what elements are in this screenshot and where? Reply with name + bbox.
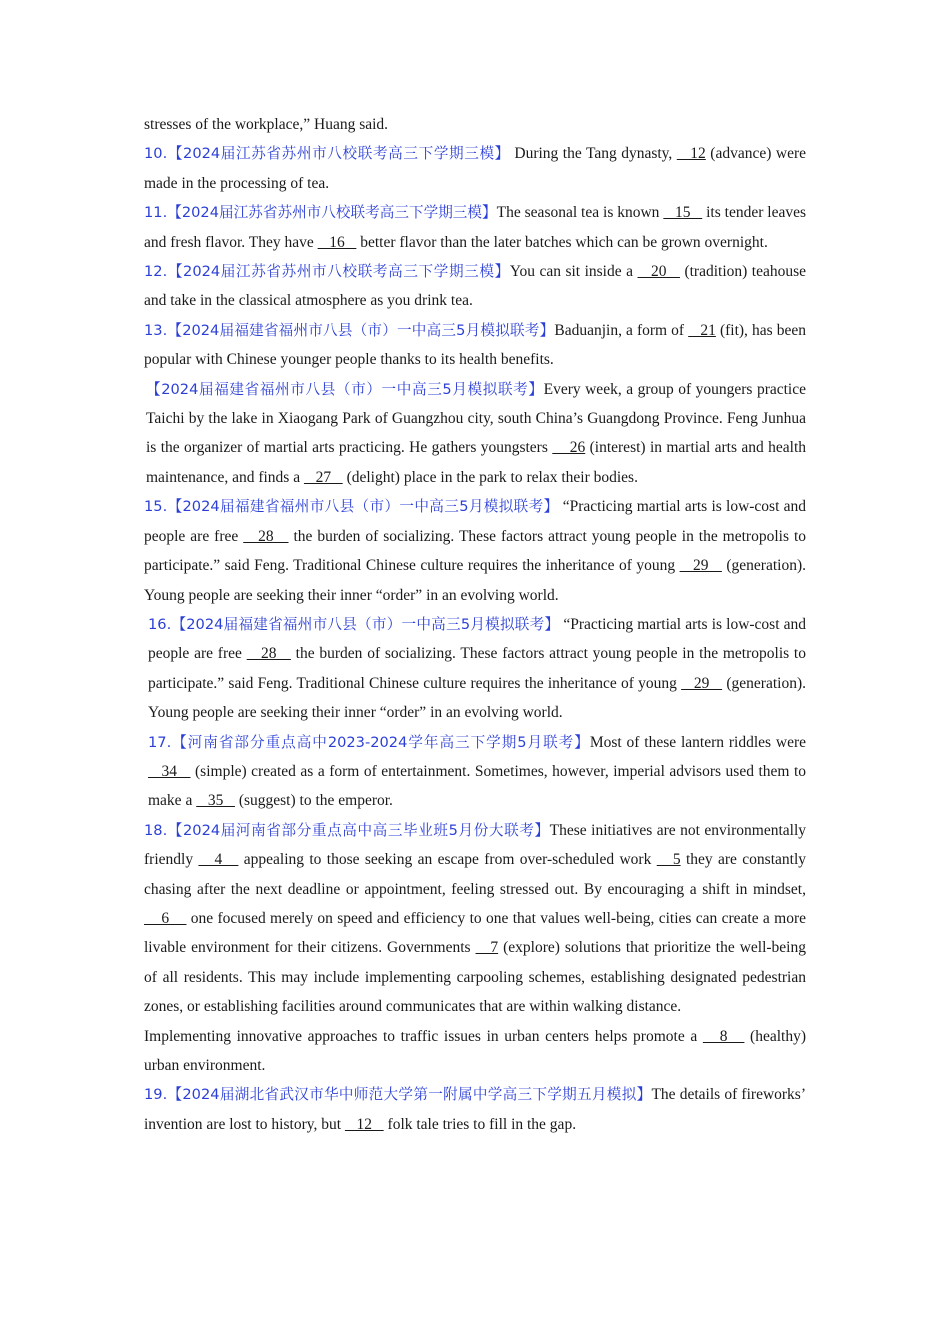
answer-blank: 34 — [148, 762, 191, 780]
question-text: (suggest) to the emperor. — [234, 792, 393, 810]
answer-blank: 12 — [676, 145, 706, 163]
question-source-tag: 19.【2024届湖北省武汉市华中师范大学第一附属中学高三下学期五月模拟】 — [144, 1086, 652, 1104]
question-text: the burden of socializing. These factors attract young people in the metropolis to participate.” said Feng. Traditional Chinese culture requires the inheritance of young — [148, 645, 806, 692]
question-source-tag: 17.【河南省部分重点高中2023-2024学年高三下学期5月联考】 — [148, 733, 590, 751]
question-paragraph — [144, 816, 806, 1022]
question-text: (explore) solutions that prioritize the well-being of all residents. This may include implementing carpooling schemes, establishing designated pedestrian zones, or establishing facilities around communicates that are within walking distance. — [144, 939, 806, 1016]
question-text: better flavor than the later batches which can be grown overnight. — [356, 233, 768, 251]
answer-blank: 28 — [243, 527, 289, 545]
question-paragraph — [144, 610, 806, 728]
answer-blank: 21 — [688, 321, 716, 339]
answer-blank: 16 — [317, 233, 357, 251]
question-text: Every week, a group of youngers practice Taichi by the lake in Xiaogang Park of Guangzhou city, south China’s Guangdong Province. Feng Junhua is the organizer of martial arts practicing. He gathers youngsters — [146, 380, 806, 457]
question-paragraph — [144, 110, 806, 139]
answer-blank: 5 — [656, 851, 681, 869]
question-text: The details of fireworks’ invention are lost to history, but — [144, 1086, 806, 1133]
question-text: (generation). Young people are seeking their inner “order” in an evolving world. — [144, 557, 806, 604]
answer-blank: 29 — [679, 557, 722, 575]
question-text: one focused merely on speed and efficiency to one that values well-being, cities can create a more livable environment for their citizens. Governments — [144, 909, 806, 957]
question-text: “Practicing martial arts is low-cost and people are free — [144, 498, 807, 545]
question-text: its tender leaves and fresh flavor. They have — [144, 204, 807, 251]
question-paragraph — [144, 375, 806, 493]
answer-blank: 35 — [196, 792, 235, 810]
question-source-tag: 16.【2024届福建省福州市八县（市）一中高三5月模拟联考】 — [148, 615, 560, 633]
question-text: Implementing innovative approaches to traffic issues in urban centers helps promote a — [144, 1027, 703, 1045]
question-source-tag: 18.【2024届河南省部分重点高中高三毕业班5月份大联考】 — [144, 821, 550, 839]
answer-blank: 8 — [702, 1027, 745, 1045]
question-text: During the Tang dynasty, — [509, 145, 677, 163]
document-page — [144, 110, 806, 1139]
question-text: stresses of the workplace,” Huang said. — [144, 116, 389, 133]
question-text: (tradition) teahouse and take in the classical atmosphere as you drink tea. — [144, 263, 807, 310]
question-paragraph — [144, 316, 806, 375]
question-text: (delight) place in the park to relax their bodies. — [342, 468, 638, 486]
question-source-tag: 11.【2024届江苏省苏州市八校联考高三下学期三模】 — [144, 204, 497, 222]
question-text: appealing to those seeking an escape from over-scheduled work — [238, 851, 657, 869]
question-source-tag: 12.【2024届江苏省苏州市八校联考高三下学期三模】 — [144, 263, 510, 281]
question-source-tag: 【2024届福建省福州市八县（市）一中高三5月模拟联考】 — [146, 380, 544, 398]
answer-blank: 6 — [144, 909, 187, 927]
answer-blank: 27 — [303, 468, 343, 486]
question-text: the burden of socializing. These factors attract young people in the metropolis to participate.” said Feng. Traditional Chinese culture requires the inheritance of young — [144, 527, 806, 575]
answer-blank: 28 — [246, 645, 291, 663]
question-paragraph — [144, 1080, 806, 1139]
question-source-tag: 10.【2024届江苏省苏州市八校联考高三下学期三模】 — [144, 145, 510, 163]
question-text: “Practicing martial arts is low-cost and people are free — [148, 615, 807, 663]
question-text: Baduanjin, a form of — [554, 321, 689, 339]
question-text: These initiatives are not environmentally friendly — [144, 821, 806, 869]
answer-blank: 4 — [198, 851, 239, 869]
question-text: The seasonal tea is known — [496, 204, 664, 222]
question-text: they are constantly chasing after the next deadline or appointment, feeling stressed out. By encouraging a shift in mindset, — [144, 851, 806, 898]
question-paragraph — [144, 139, 806, 198]
question-text: (interest) in martial arts and health maintenance, and finds a — [146, 439, 807, 486]
answer-blank: 12 — [344, 1115, 384, 1133]
answer-blank: 26 — [552, 439, 586, 457]
question-paragraph — [144, 198, 806, 257]
question-source-tag: 13.【2024届福建省福州市八县（市）一中高三5月模拟联考】 — [144, 321, 555, 339]
question-paragraph — [144, 728, 806, 816]
question-source-tag: 15.【2024届福建省福州市八县（市）一中高三5月模拟联考】 — [144, 498, 559, 516]
question-text: (fit), has been popular with Chinese younger people thanks to its health benefits. — [144, 321, 806, 369]
answer-blank: 29 — [681, 674, 723, 692]
answer-blank: 20 — [637, 263, 680, 281]
answer-blank: 15 — [663, 204, 703, 222]
question-text: (generation). Young people are seeking their inner “order” in an evolving world. — [148, 674, 806, 722]
question-paragraph — [144, 492, 806, 610]
question-text: (simple) created as a form of entertainment. Sometimes, however, imperial advisors used them to make a — [148, 762, 806, 810]
question-paragraph — [144, 257, 806, 316]
question-text: (advance) were made in the processing of tea. — [144, 145, 806, 192]
question-text: You can sit inside a — [509, 263, 638, 281]
question-paragraph — [144, 1022, 806, 1081]
question-text: (healthy) urban environment. — [144, 1027, 807, 1074]
answer-blank: 7 — [475, 939, 499, 957]
question-text: folk tale tries to fill in the gap. — [383, 1115, 577, 1133]
question-text: Most of these lantern riddles were — [589, 733, 807, 751]
